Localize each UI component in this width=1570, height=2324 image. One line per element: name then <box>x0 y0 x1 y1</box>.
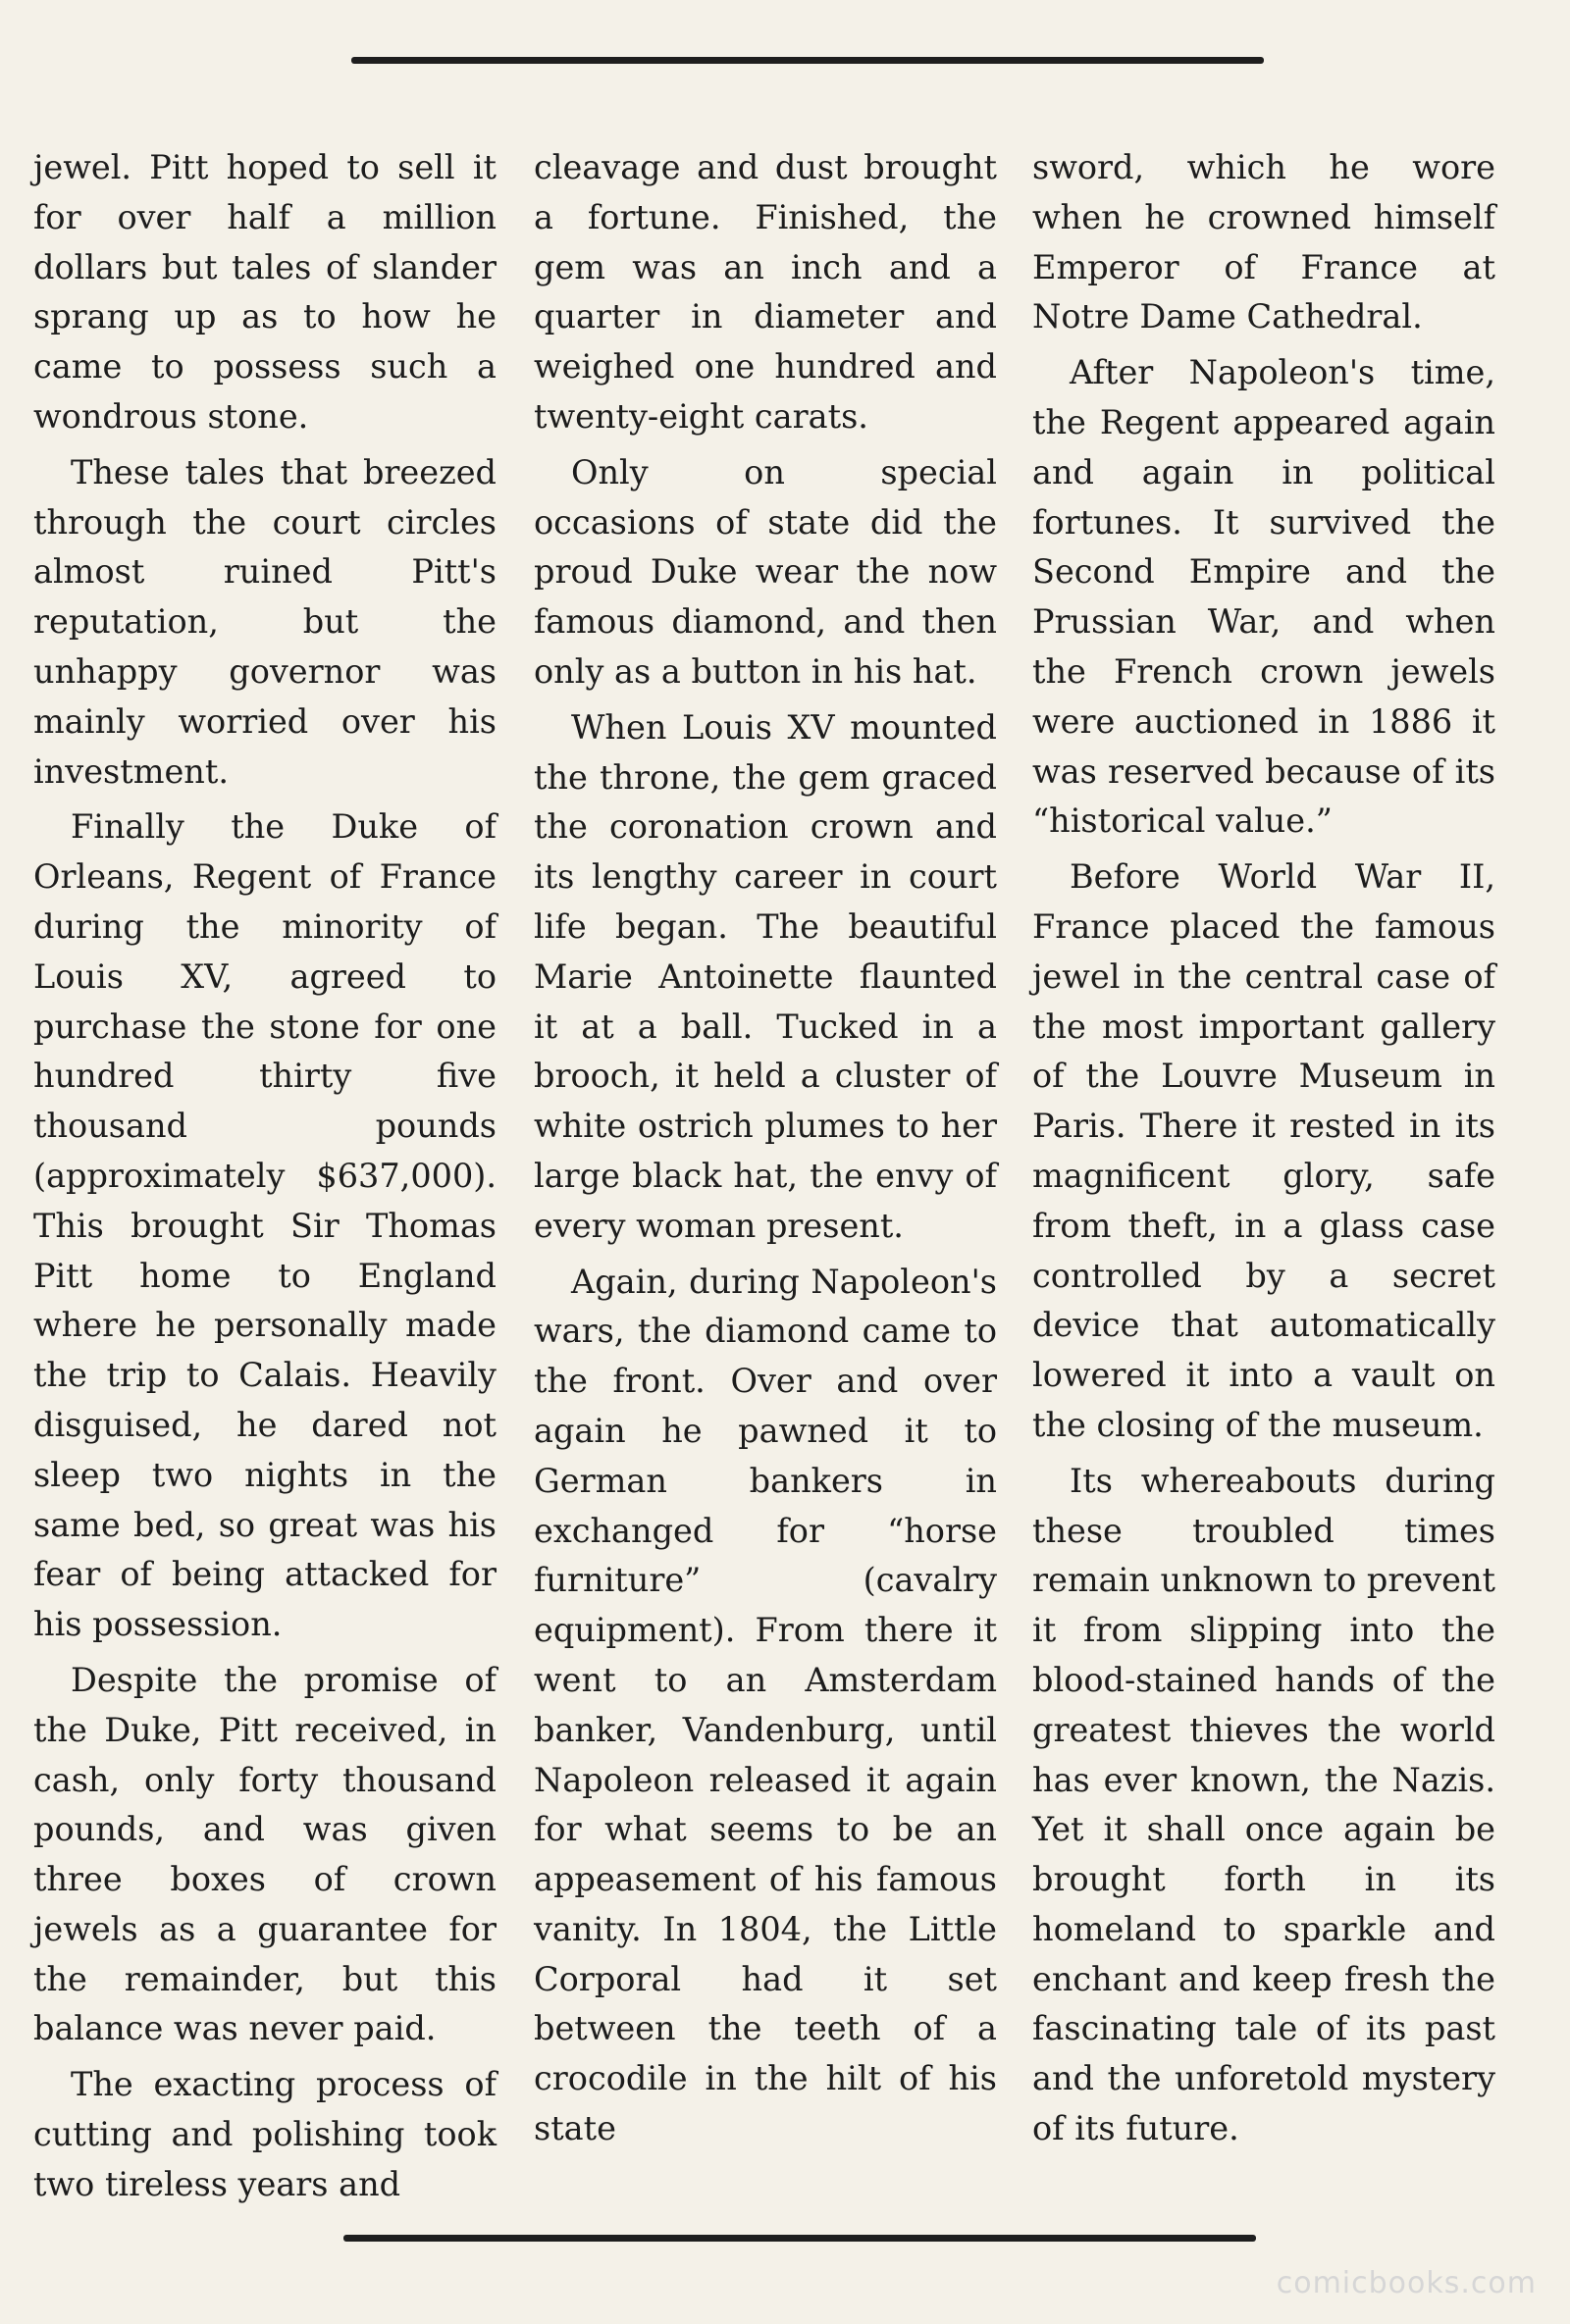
top-rule <box>351 57 1264 64</box>
column-1 <box>33 143 497 2210</box>
paragraph: The exacting process of cutting and polishing took two tireless years and <box>33 2065 497 2203</box>
paragraph: cleavage and dust brought a fortune. Finished, the gem was an inch and a quarter in diameter and weighed one hundred and twenty-eight carats. <box>534 148 997 436</box>
article-body <box>33 143 1495 2203</box>
paragraph: jewel. Pitt hoped to sell it for over half a million dollars but tales of slander sprang up as to how he came to possess such a wondrous stone. <box>33 148 497 436</box>
paragraph: Again, during Napoleon's wars, the diamond came to the front. Over and over again he pawned it to German bankers in exchanged for “horse furniture” (cavalry equipment). From there it went to an Amsterdam banker, Vandenburg, until Napoleon released it again for what seems to be an appeasement of his famous vanity. In 1804, the Little Corporal had it set between the teeth of a crocodile in the hilt of his state <box>534 1262 997 2148</box>
column-2 <box>534 143 997 2154</box>
bottom-rule <box>343 2235 1256 2242</box>
paragraph: Despite the promise of the Duke, Pitt received, in cash, only forty thousand pounds, and was given three boxes of crown jewels as a guarantee for the remainder, but this balance was never paid. <box>33 1660 497 2048</box>
paragraph: Before World War II, France placed the famous jewel in the central case of the most important gallery of the Louvre Museum in Paris. There it rested in its magnificent glory, safe from theft, in a glass case controlled by a secret device that automatically lowered it into a vault on the closing of the museum. <box>1032 857 1495 1444</box>
watermark: comicbooks.com <box>1276 2266 1537 2300</box>
paragraph: Its whereabouts during these troubled times remain unknown to prevent it from slipping into the blood-stained hands of the greatest thieves the world has ever known, the Nazis. Yet it shall once again be brought forth in its homeland to sparkle and enchant and keep fresh the fascinating tale of its past and the unforetold mystery of its future. <box>1032 1461 1495 2148</box>
paragraph: Finally the Duke of Orleans, Regent of France during the minority of Louis XV, agreed to purchase the stone for one hundred thirty five thousand pounds (approximately $637,000). This brought Sir Thomas Pitt home to England where he personally made the trip to Calais. Heavily disguised, he dared not sleep two nights in the same bed, so great was his fear of being attacked for his possession. <box>33 807 497 1644</box>
column-3 <box>1032 143 1495 2154</box>
paragraph: After Napoleon's time, the Regent appeared again and again in political fortunes. It survived the Second Empire and the Prussian War, and when the French crown jewels were auctioned in 1886 it was reserved because of its “historical value.” <box>1032 353 1495 841</box>
paragraph: sword, which he wore when he crowned himself Emperor of France at Notre Dame Cathedral. <box>1032 148 1495 336</box>
paragraph: These tales that breezed through the court circles almost ruined Pitt's reputation, but the unhappy governor was mainly worried over his investment. <box>33 452 497 791</box>
paragraph: When Louis XV mounted the throne, the gem graced the coronation crown and its lengthy career in court life began. The beautiful Marie Antoinette flaunted it at a ball. Tucked in a brooch, it held a cluster of white ostrich plumes to her large black hat, the envy of every woman present. <box>534 707 997 1245</box>
paragraph: Only on special occasions of state did the proud Duke wear the now famous diamond, and then only as a button in his hat. <box>534 452 997 691</box>
